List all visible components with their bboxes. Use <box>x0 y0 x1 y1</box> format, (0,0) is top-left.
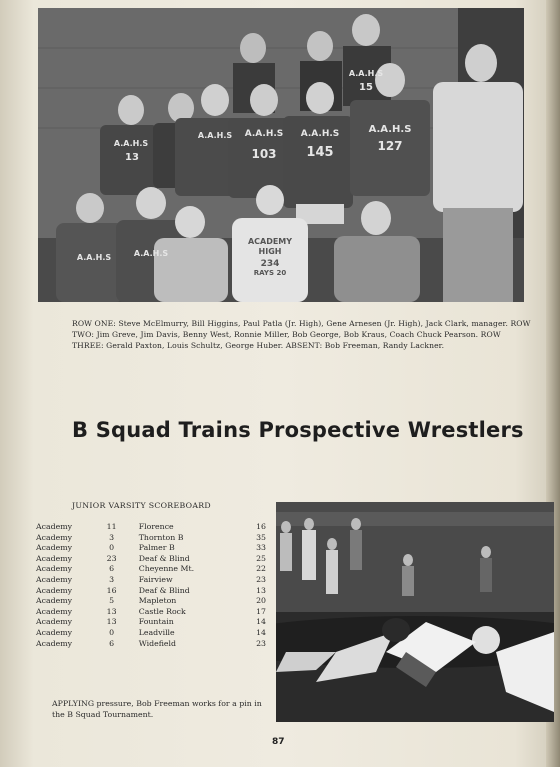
scoreboard-opponent-score: 33 <box>256 543 266 553</box>
scoreboard-opponent-score: 35 <box>256 532 266 542</box>
team-photo-caption: ROW ONE: Steve McElmurry, Bill Higgins, Paul Patla (Jr. High), Gene Arnesen (Jr. High), Jack Clark, manager. ROW TWO: Jim Greve, Jim Davis, Benny West, Ronnie Miller, Bob George, Bob Kraus, Coach Chuck Pearson. ROW THREE: Gerald Paxton, Louis Schultz, George Huber. ABSENT: Bob Freeman, Randy Lackner. <box>72 319 531 350</box>
scoreboard-row <box>36 596 266 607</box>
scoreboard-opponent: Leadville <box>138 627 175 637</box>
scoreboard-opponent: Widefield <box>138 638 177 648</box>
scoreboard-team: Academy <box>36 627 73 637</box>
scoreboard-team: Academy <box>36 606 73 616</box>
jersey-label: A.A.H.S <box>368 124 412 135</box>
scoreboard-score: 23 <box>106 553 117 563</box>
scoreboard-row <box>36 639 266 650</box>
scoreboard-table <box>36 522 266 649</box>
scoreboard-opponent: Cheyenne Mt. <box>138 564 195 574</box>
scoreboard-opponent-score: 14 <box>256 617 266 627</box>
scoreboard-row <box>36 617 266 628</box>
action-photo-illustration <box>276 502 554 722</box>
shirt-text: HIGH <box>258 247 282 256</box>
scoreboard-row <box>36 586 266 597</box>
jersey-label: A.A.H.S <box>197 131 233 140</box>
scoreboard-score: 0 <box>109 627 115 637</box>
scoreboard-row <box>36 533 266 544</box>
scoreboard-score: 0 <box>109 543 115 553</box>
jersey-label: A.A.H.S <box>300 129 340 139</box>
scoreboard-team: Academy <box>36 585 73 595</box>
scoreboard-opponent-score: 14 <box>256 627 266 637</box>
scoreboard-opponent: Mapleton <box>138 596 177 606</box>
shirt-text: RAYS 20 <box>253 269 287 277</box>
scoreboard-title: JUNIOR VARSITY SCOREBOARD <box>72 501 211 510</box>
scoreboard-team: Academy <box>36 574 73 584</box>
scoreboard-team: Academy <box>36 553 73 563</box>
jersey-label: A.A.H.S <box>244 129 284 139</box>
scoreboard-row <box>36 575 266 586</box>
scoreboard-opponent-score: 23 <box>256 638 266 648</box>
scoreboard-score: 13 <box>106 606 117 616</box>
team-photo <box>38 8 524 302</box>
jersey-label: A.A.H.S <box>113 139 149 148</box>
scoreboard-opponent-score: 23 <box>256 574 266 584</box>
scoreboard-team: Academy <box>36 522 73 531</box>
scoreboard-opponent: Palmer B <box>138 543 175 553</box>
scoreboard-row <box>36 522 266 533</box>
scoreboard-opponent-score: 13 <box>256 585 266 595</box>
scoreboard-opponent-score: 17 <box>256 606 266 616</box>
scoreboard-score: 6 <box>109 638 115 648</box>
scoreboard-opponent-score: 16 <box>256 522 266 531</box>
jersey-number: 127 <box>377 139 403 153</box>
scoreboard-score: 3 <box>109 574 115 584</box>
scoreboard-score: 16 <box>106 585 117 595</box>
scoreboard-row <box>36 543 266 554</box>
jersey-number: 103 <box>251 147 277 161</box>
scoreboard-score: 11 <box>106 522 117 531</box>
scoreboard-team: Academy <box>36 638 73 648</box>
scoreboard-team: Academy <box>36 617 73 627</box>
scoreboard-opponent: Deaf & Blind <box>138 585 190 595</box>
scoreboard-team: Academy <box>36 543 73 553</box>
scoreboard-row <box>36 554 266 565</box>
scoreboard-opponent-score: 20 <box>256 596 266 606</box>
page-headline: B Squad Trains Prospective Wrestlers <box>72 418 524 442</box>
scoreboard-opponent: Thornton B <box>138 532 184 542</box>
jersey-number: 15 <box>359 82 373 93</box>
page-number: 87 <box>272 737 285 747</box>
scoreboard-score: 3 <box>109 532 115 542</box>
jersey-number: 145 <box>306 145 334 160</box>
team-photo-illustration <box>38 8 524 302</box>
scoreboard-team: Academy <box>36 532 73 542</box>
scoreboard-score: 5 <box>109 596 115 606</box>
scoreboard-opponent: Florence <box>138 522 174 531</box>
shirt-text: ACADEMY <box>247 237 293 246</box>
scoreboard-opponent: Fountain <box>138 617 174 627</box>
scoreboard-opponent-score: 22 <box>256 564 266 574</box>
action-photo <box>276 502 554 722</box>
jersey-label: A.A.H.S <box>348 69 384 78</box>
scoreboard-opponent: Deaf & Blind <box>138 553 190 563</box>
scoreboard-row <box>36 628 266 639</box>
scoreboard-team: Academy <box>36 596 73 606</box>
scoreboard-team: Academy <box>36 564 73 574</box>
scoreboard-row <box>36 564 266 575</box>
scoreboard-score: 6 <box>109 564 115 574</box>
jersey-label: A.A.H.S <box>76 253 112 262</box>
scoreboard-opponent: Castle Rock <box>138 606 186 616</box>
action-photo-caption: APPLYING pressure, Bob Freeman works for a pin in the B Squad Tournament. <box>52 699 262 719</box>
shirt-text: 234 <box>260 259 280 269</box>
scoreboard-opponent: Fairview <box>138 574 173 584</box>
scoreboard-row <box>36 607 266 618</box>
scoreboard-opponent-score: 25 <box>256 553 266 563</box>
jersey-label: A.A.H.S <box>133 249 169 258</box>
scoreboard-score: 13 <box>106 617 117 627</box>
jersey-number: 13 <box>125 152 139 163</box>
